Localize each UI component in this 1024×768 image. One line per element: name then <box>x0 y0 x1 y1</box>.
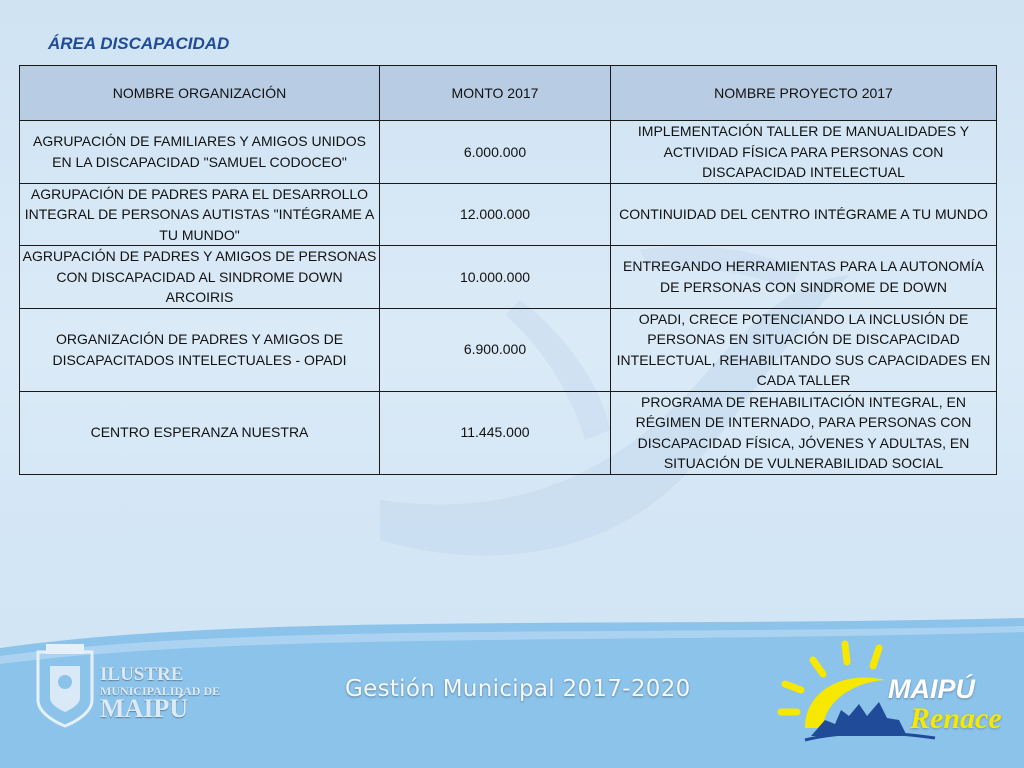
footer-tagline: Gestión Municipal 2017-2020 <box>345 676 691 702</box>
cell-amount: 6.000.000 <box>380 121 611 184</box>
cell-organization: AGRUPACIÓN DE FAMILIARES Y AMIGOS UNIDOS EN LA DISCAPACIDAD "SAMUEL CODOCEO" <box>20 121 380 184</box>
header-amount: MONTO 2017 <box>380 66 611 121</box>
municipality-name-line3: MAIPÚ <box>100 694 189 723</box>
table-header-row <box>20 66 997 121</box>
cell-amount: 11.445.000 <box>380 391 611 474</box>
cell-organization: CENTRO ESPERANZA NUESTRA <box>20 391 380 474</box>
municipality-name-line2: MUNICIPALIDAD DE <box>100 684 221 698</box>
page-title: ÁREA DISCAPACIDAD <box>48 34 230 53</box>
table-row <box>20 391 997 474</box>
cell-project: IMPLEMENTACIÓN TALLER DE MANUALIDADES Y ACTIVIDAD FÍSICA PARA PERSONAS CON DISCAPACIDAD INTELECTUAL <box>611 121 997 184</box>
table-row <box>20 121 997 184</box>
cell-amount: 6.900.000 <box>380 308 611 391</box>
brand-subtitle: Renace <box>910 702 1002 735</box>
cell-project: ENTREGANDO HERRAMIENTAS PARA LA AUTONOMÍA DE PERSONAS CON SINDROME DE DOWN <box>611 246 997 309</box>
cell-amount: 10.000.000 <box>380 246 611 309</box>
municipality-name-line1: ILUSTRE <box>100 664 184 685</box>
cell-project: OPADI, CRECE POTENCIANDO LA INCLUSIÓN DE PERSONAS EN SITUACIÓN DE DISCAPACIDAD INTELECTUAL, REHABILITANDO SUS CAPACIDADES EN CADA TALLER <box>611 308 997 391</box>
cell-organization: ORGANIZACIÓN DE PADRES Y AMIGOS DE DISCAPACITADOS INTELECTUALES - OPADI <box>20 308 380 391</box>
cell-project: CONTINUIDAD DEL CENTRO INTÉGRAME A TU MUNDO <box>611 183 997 246</box>
table-row <box>20 183 997 246</box>
brand-name: MAIPÚ <box>888 674 975 704</box>
cell-organization: AGRUPACIÓN DE PADRES Y AMIGOS DE PERSONAS CON DISCAPACIDAD AL SINDROME DOWN ARCOIRIS <box>20 246 380 309</box>
organizations-table <box>19 65 997 475</box>
header-project: NOMBRE PROYECTO 2017 <box>611 66 997 121</box>
table-row <box>20 308 997 391</box>
cell-organization: AGRUPACIÓN DE PADRES PARA EL DESARROLLO INTEGRAL DE PERSONAS AUTISTAS "INTÉGRAME A TU MUNDO" <box>20 183 380 246</box>
cell-project: PROGRAMA DE REHABILITACIÓN INTEGRAL, EN RÉGIMEN DE INTERNADO, PARA PERSONAS CON DISCAPACIDAD FÍSICA, JÓVENES Y ADULTAS, EN SITUACIÓN DE VULNERABILIDAD SOCIAL <box>611 391 997 474</box>
header-organization: NOMBRE ORGANIZACIÓN <box>20 66 380 121</box>
coat-of-arms-icon <box>32 642 98 730</box>
table-row <box>20 246 997 309</box>
cell-amount: 12.000.000 <box>380 183 611 246</box>
